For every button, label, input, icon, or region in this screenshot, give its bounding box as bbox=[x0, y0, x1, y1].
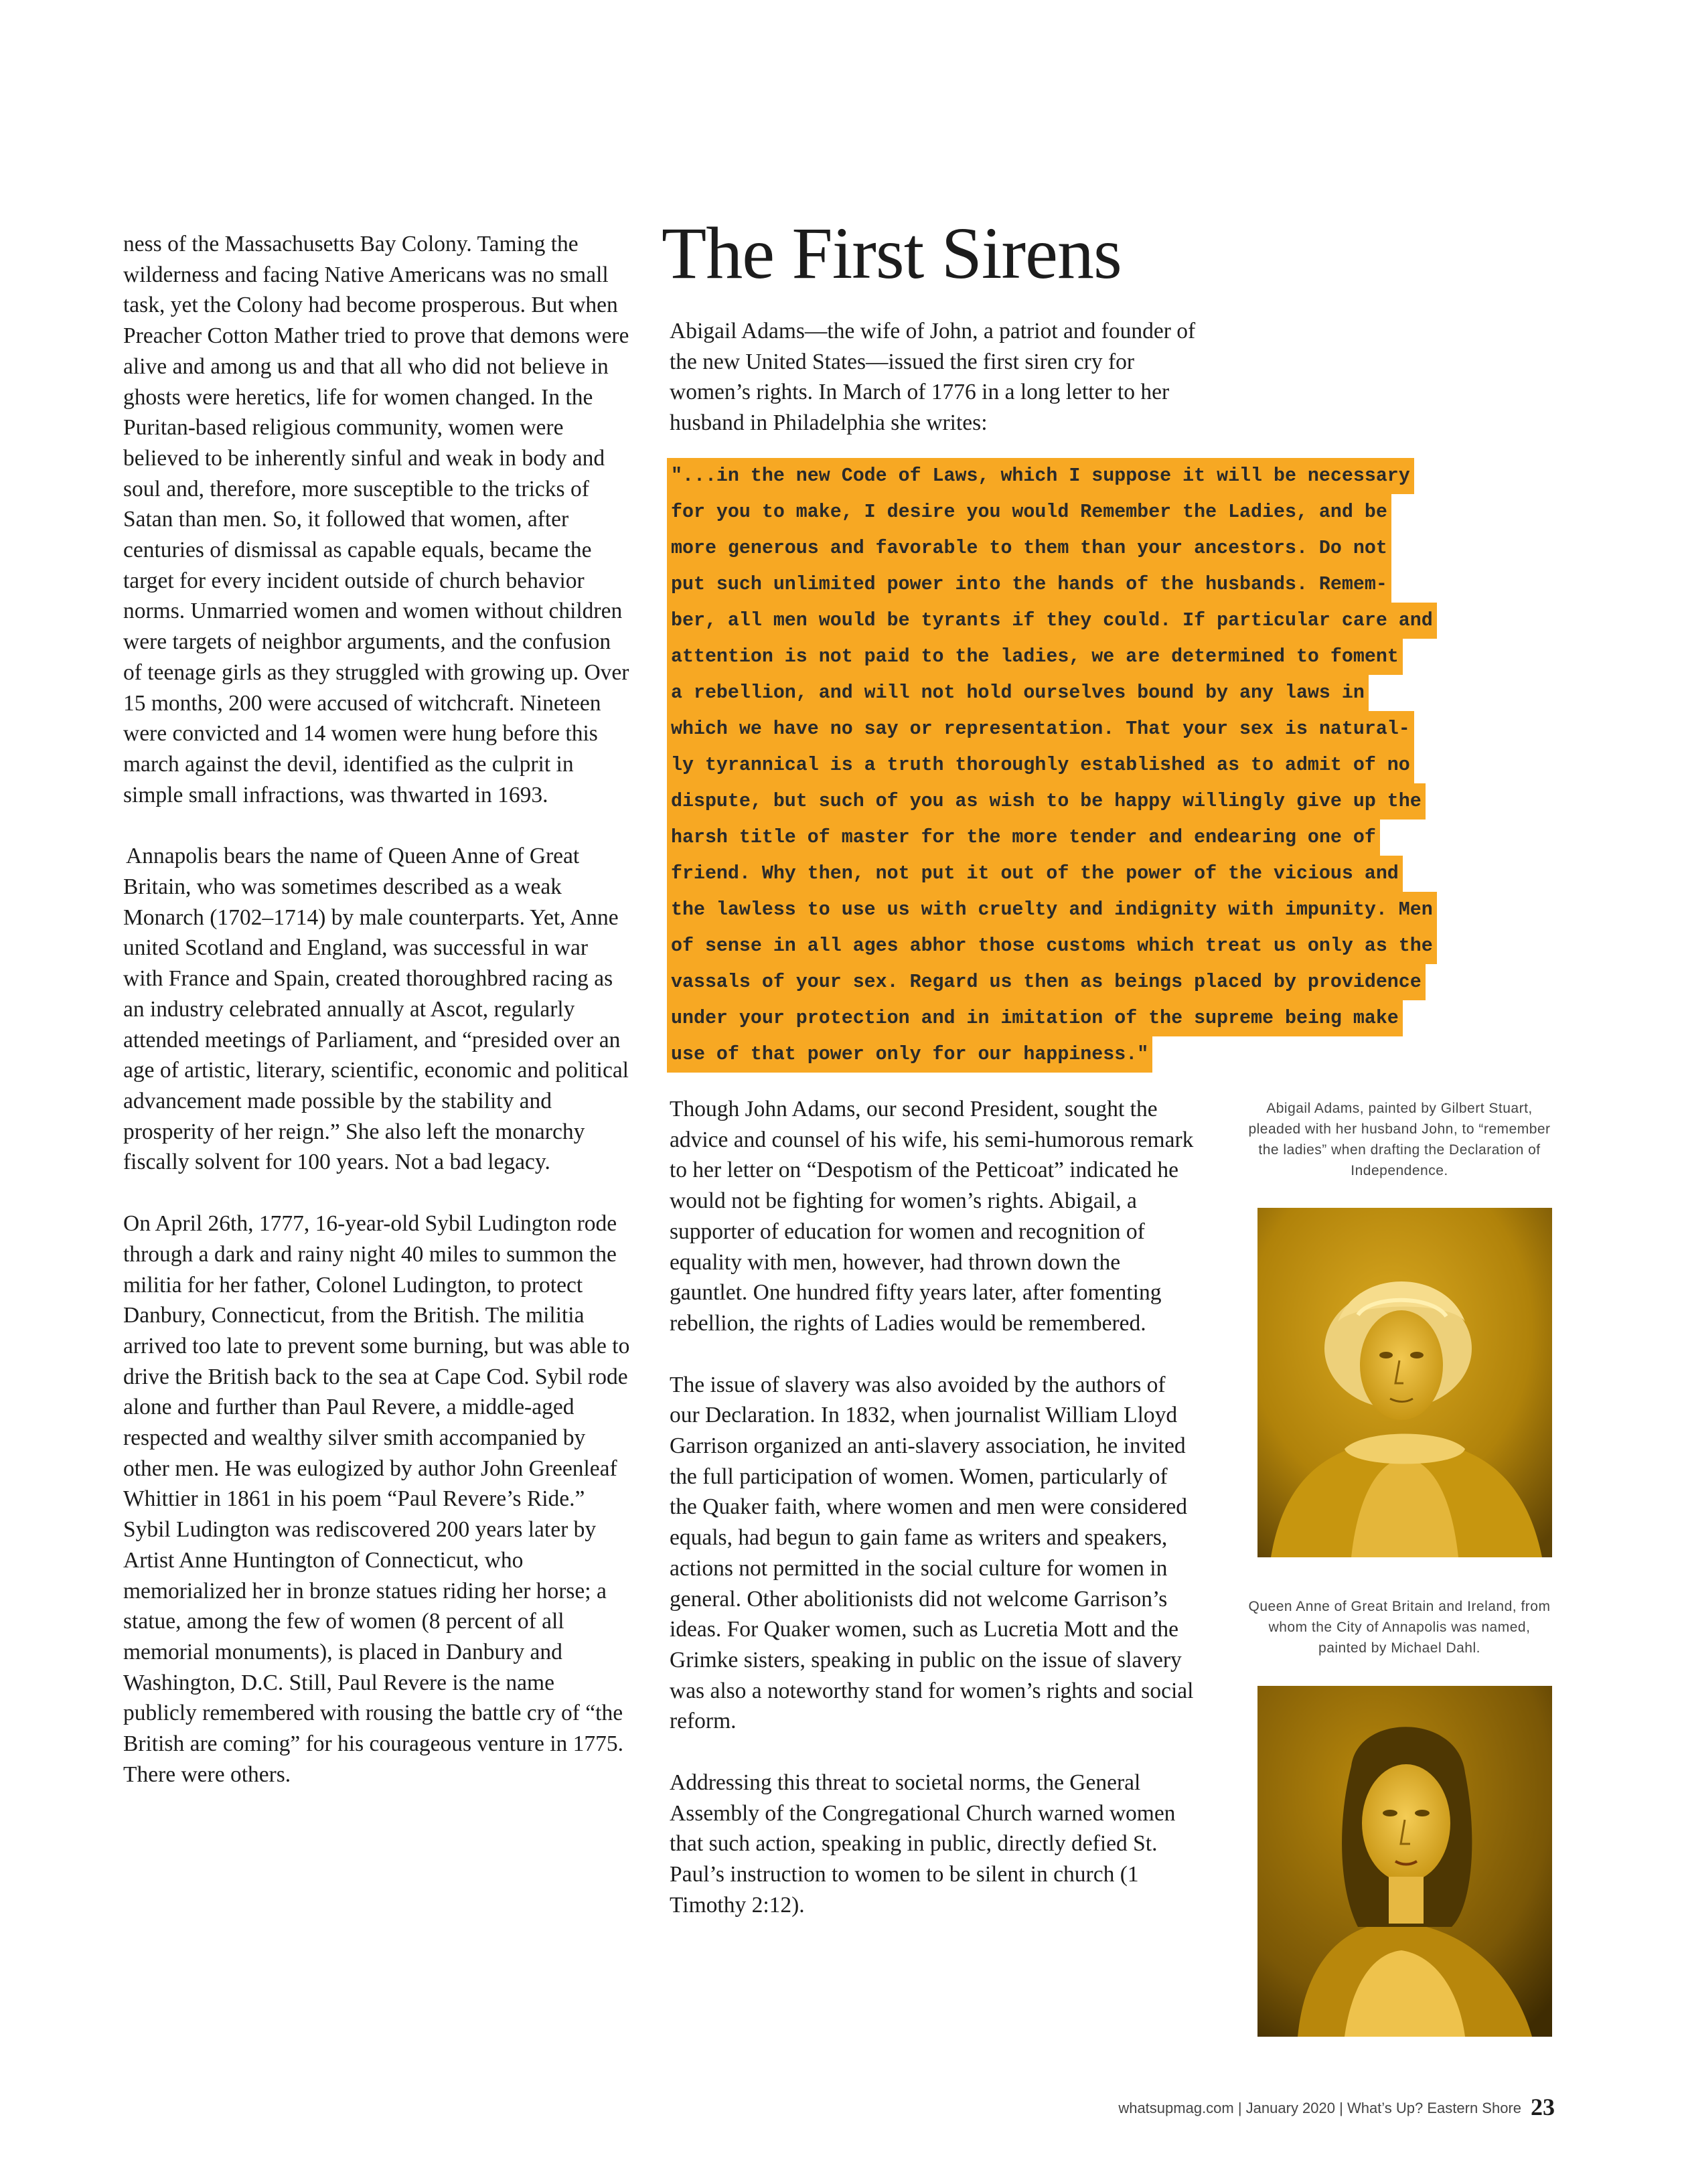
intro-paragraph: Abigail Adams—the wife of John, a patriot and founder of the new United States—issued the first siren cry for women’s rights. In March of 1776 in a long letter to her husband in Philadelphia she writes: bbox=[670, 319, 1196, 436]
quote-line: vassals of your sex. Regard us then as beings placed by providence bbox=[667, 964, 1426, 1000]
quote-line: "...in the new Code of Laws, which I suppose it will be necessary bbox=[667, 458, 1414, 494]
quote-line: which we have no say or representation. That your sex is natural- bbox=[667, 711, 1414, 747]
footer-publication: whatsupmag.com | January 2020 | What’s Up? Eastern Shore bbox=[1118, 2100, 1521, 2116]
quote-line: more generous and favorable to them than your ancestors. Do not bbox=[667, 530, 1391, 566]
page-footer bbox=[1118, 2093, 1555, 2121]
highlighted-quote bbox=[667, 458, 1564, 1073]
quote-line: ber, all men would be tyrants if they could. If particular care and bbox=[667, 603, 1437, 639]
caption-queen-anne: Queen Anne of Great Britain and Ireland, from whom the City of Annapolis was named, painted by Michael Dahl. bbox=[1248, 1599, 1551, 1656]
caption-abigail-adams: Abigail Adams, painted by Gilbert Stuart, pleaded with her husband John, to “remember the ladies” when drafting the Declaration of Independence. bbox=[1248, 1101, 1551, 1178]
quote-line: use of that power only for our happiness." bbox=[667, 1036, 1152, 1073]
paragraph-salem: ness of the Massachusetts Bay Colony. Taming the wilderness and facing Native Americans was no small task, yet the Colony had become prosperous. But when Preacher Cotton Mather tried to prove that demons were alive and among us and that all who did not believe in ghosts were heretics, life for women changed. In the Puritan-based religious community, women were believed to be inherently sinful and weak in body and soul and, therefore, more susceptible to the tricks of Satan than men. So, it followed that women, after centuries of dismissal as capable equals, became the target for every incident outside of church behavior norms. Unmarried women and women without children were targets of neighbor arguments, and the confusion of teenage girls as they struggled with growing up. Over 15 months, 200 were accused of witchcraft. Nineteen were convicted and 14 women were hung before this march against the devil, identified as the culprit in simple small infractions, was thwarted in 1693. bbox=[123, 232, 629, 807]
portrait-queen-anne bbox=[1257, 1686, 1552, 2037]
queen-anne-image bbox=[1257, 1686, 1552, 2037]
left-column bbox=[123, 229, 632, 1790]
portrait-abigail-adams bbox=[1257, 1208, 1552, 1557]
quote-line: the lawless to use us with cruelty and indignity with impunity. Men bbox=[667, 892, 1437, 928]
quote-line: for you to make, I desire you would Remember the Ladies, and be bbox=[667, 494, 1391, 530]
article-title: The First Sirens bbox=[662, 212, 1122, 294]
paragraph-slavery: The issue of slavery was also avoided by the authors of our Declaration. In 1832, when journalist William Lloyd Garrison organized an anti-slavery association, he invited the full participation of women. Women, particularly of the Quaker faith, where women and men were considered equals, had begun to gain fame as writers and speakers, actions not permitted in the social culture for women in general. Other abolitionists did not welcome Garrison’s ideas. For Quaker women, such as Lucretia Mott and the Grimke sisters, speaking in public on the issue of slavery was also a noteworthy stand for women’s rights and social reform. bbox=[670, 1372, 1194, 1734]
quote-line: harsh title of master for the more tender and endearing one of bbox=[667, 820, 1380, 856]
paragraph-sybil-ludington: On April 26th, 1777, 16-year-old Sybil Ludington rode through a dark and rainy night 40 miles to summon the militia for her father, Colonel Ludington, to protect Danbury, Connecticut, from the British. The militia arrived too late to prevent some burning, but was able to drive the British back to the sea at Cape Cod. Sybil rode alone and further than Paul Revere, a middle-aged respected and wealthy silver smith accompanied by other men. He was eulogized by author John Greenleaf Whittier in 1861 in his poem “Paul Revere’s Ride.” Sybil Ludington was rediscovered 200 years later by Artist Anne Huntington of Connecticut, who memorialized her in bronze statues riding her horse; a statue, among the few of women (8 percent of all memorial monuments), is placed in Danbury and Washington, D.C. Still, Paul Revere is the name publicly remembered with rousing the battle cry of “the British are coming” for his courageous venture in 1775. There were others. bbox=[123, 1211, 630, 1787]
paragraph-queen-anne: Annapolis bears the name of Queen Anne of Great Britain, who was sometimes described as a weak Monarch (1702–1714) by male counterparts. Yet, Anne united Scotland and England, was successful in war with France and Spain, created thoroughbred racing as an industry celebrated annually at Ascot, regularly attended meetings of Parliament, and “presided over an age of artistic, literary, scientific, economic and political advancement made possible by the stability and prosperity of her reign.” She also left the monarchy fiscally solvent for 100 years. Not a bad legacy. bbox=[123, 844, 629, 1175]
quote-line: under your protection and in imitation of the supreme being make bbox=[667, 1000, 1403, 1036]
quote-line: put such unlimited power into the hands of the husbands. Remem- bbox=[667, 566, 1391, 603]
quote-line: attention is not paid to the ladies, we are determined to foment bbox=[667, 639, 1403, 675]
quote-line: ly tyrannical is a truth thoroughly established as to admit of no bbox=[667, 747, 1414, 783]
quote-line: a rebellion, and will not hold ourselves bound by any laws in bbox=[667, 675, 1369, 711]
quote-line: friend. Why then, not put it out of the power of the vicious and bbox=[667, 856, 1403, 892]
quote-line: of sense in all ages abhor those customs which treat us only as the bbox=[667, 928, 1437, 964]
page-number: 23 bbox=[1531, 2094, 1555, 2120]
paragraph-congregational-church: Addressing this threat to societal norms, the General Assembly of the Congregational Church warned women that such action, speaking in public, directly defied St. Paul’s instruction to women to be silent in church (1 Timothy 2:12). bbox=[670, 1770, 1176, 1918]
quote-line: dispute, but such of you as wish to be happy willingly give up the bbox=[667, 783, 1426, 820]
paragraph-john-adams: Though John Adams, our second President, sought the advice and counsel of his wife, his semi-humorous remark to her letter on “Despotism of the Petticoat” indicated he would not be fighting for women’s rights. Abigail, a supporter of education for women and recognition of equality with men, however, had thrown down the gauntlet. One hundred fifty years later, after fomenting rebellion, the rights of Ladies would be remembered. bbox=[670, 1097, 1194, 1336]
middle-column bbox=[670, 1094, 1199, 1921]
abigail-adams-image bbox=[1257, 1208, 1552, 1557]
